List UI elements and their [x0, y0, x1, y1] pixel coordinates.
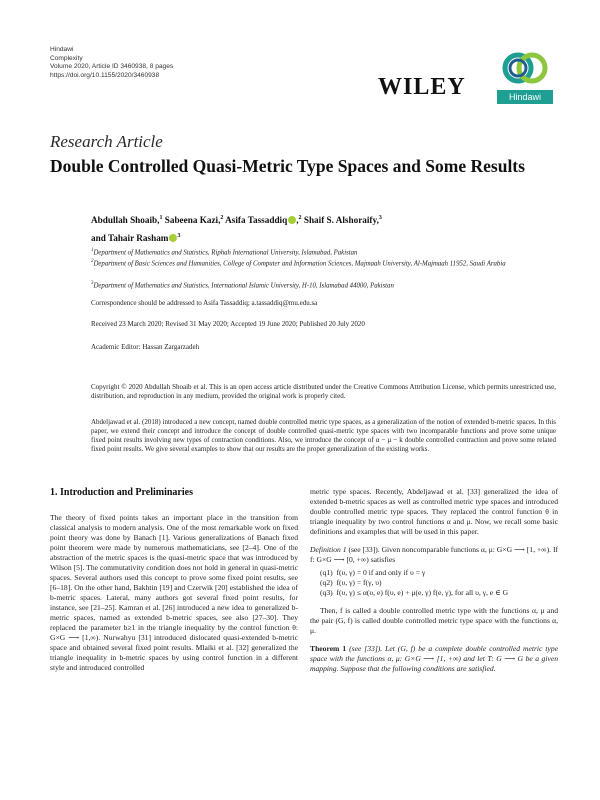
dates: Received 23 March 2020; Revised 31 May 2020; Accepted 19 June 2020; Published 20 July 2020: [91, 320, 365, 328]
condition-q1: (q1) f(υ, γ) = 0 if and only if υ = γ: [320, 568, 426, 577]
article-title: Double Controlled Quasi-Metric Type Spaces and Some Results: [50, 156, 525, 176]
wiley-logo: WILEY: [378, 74, 466, 100]
correspondence: Correspondence should be addressed to Asifa Tassaddiq; a.tassaddiq@mu.edu.sa: [91, 299, 318, 307]
condition-q3: (q3) f(υ, γ) ≤ α(υ, e) f(υ, e) + μ(e, γ) f(e, γ), for all υ, γ, e ∈ G: [320, 588, 509, 597]
right-column: [310, 487, 558, 674]
intro-paragraph: The theory of fixed points takes an important place in the transition from classical analysis to modern analysis. One of the most remarkable work on fixed point theory was done by Banach [1]. Various generalizations of Banach fixed point theorem were made by numerous mathematicians, see [2–4]. One of the abstraction of the metric spaces is the quasi-metric space that was introduced by Wilson [5]. The commutativity condition does not hold in general in quasi-metric spaces. Several authors used this concept to prove some fixed point results, see [6–18]. On the other hand, Bakhtin [19] and Czerwik [20] established the idea of b-metric spaces. Lateral, many authors got several fixed point results, for instance, see [21–25]. Kamran et al. [26] introduced a new idea to generalized b-metric spaces, named as extended b-metric spaces, see also [27–30]. They replaced the parameter b≥1 in the triangle inequality by the control function θ: G×G ⟶ [1,∞). Nurwahyu [31] introduced dislocated quasi-extended b-metric space and obtained several fixed point results. Mlaiki et al. [32] generalized the triangle inequality in b-metric spaces by using control function in a different style and introduced controlled: [50, 513, 298, 672]
theorem-1: [310, 644, 558, 674]
affiliation-2: $^2$Department of Basic Sciences and Humanities, College of Computer and Information Sciences, Majmaah University, Al-Majmaah 11952, Saudi Arabia: [91, 259, 506, 268]
article-type: Research Article: [50, 132, 163, 151]
intro-paragraph-continued: metric type spaces. Recently, Abdeljawad et al. [33] generalized the idea of extended b-metric spaces as well as controlled metric type spaces and introduced double controlled metric type spaces. They replaced the control function θ in triangle inequality by two control functions α and μ. Now, we recall some basic definitions and examples that will be used in this paper.: [310, 487, 558, 536]
author-1[interactable]: Abdullah Shoaib,$^1$: [91, 215, 163, 226]
hindawi-rings-icon: [497, 46, 553, 90]
publisher-line: Hindawi: [50, 46, 74, 53]
section-heading: 1. Introduction and Preliminaries: [50, 487, 193, 498]
hindawi-wordmark: Hindawi: [497, 90, 553, 104]
copyright-notice: Copyright © 2020 Abdullah Shoaib et al. This is an open access article distributed under the Creative Commons Attribution License, which permits unrestricted use, distribution, and reproduction in any medium, provided the original work is properly cited.: [91, 383, 556, 401]
theorem-label: Theorem 1: [310, 644, 347, 653]
definition-text: (see [33]). Given noncomparable functions α, μ: G×G ⟶ [1, +∞). If f: G×G ⟶ [0, +∞) satisfies: [310, 545, 558, 564]
journal-name: Complexity: [50, 54, 83, 62]
affiliation-3: $^3$Department of Mathematics and Statistics, International Islamic University, H-10, Islamabad 44000, Pakistan: [91, 281, 394, 290]
affiliation-1: $^1$Department of Mathematics and Statistics, Riphah International University, Islamabad, Pakistan: [91, 248, 358, 257]
orcid-icon[interactable]: [288, 216, 296, 224]
definition-conclusion: Then, f is called a double controlled metric type with the functions α, μ and the pair (G, f) is called double controlled metric type space with the functions α, μ.: [310, 606, 558, 635]
academic-editor: Academic Editor: Hassan Zargarzadeh: [91, 343, 200, 351]
author-5[interactable]: and Tahair Rasham $^3$: [91, 233, 181, 244]
author-2[interactable]: Sabeena Kazi,$^2$: [164, 215, 224, 226]
author-list: [91, 210, 561, 246]
definition-1: [310, 545, 558, 565]
author-3[interactable]: Asifa Tassaddiq ,$^2$: [225, 215, 302, 226]
journal-info: [50, 46, 173, 80]
definition-label: Definition 1: [310, 545, 347, 554]
doi-link[interactable]: https://doi.org/10.1155/2020/3460938: [50, 71, 160, 79]
volume-line: Volume 2020, Article ID 3460938, 8 pages: [50, 63, 174, 70]
hindawi-logo: [497, 46, 553, 104]
theorem-text: (see [33]). Let (G, f) be a complete double controlled metric type space with the functions α, μ: G×G ⟶ [1, +∞) and let T: G ⟶ G be a given mapping. Suppose that the following conditions are satisfied.: [310, 644, 558, 673]
author-4[interactable]: Shaif S. Alshoraify,$^3$: [303, 215, 382, 226]
condition-q2: (q2) f(υ, γ) = f(γ, υ): [320, 578, 382, 587]
condition-list: [310, 568, 558, 598]
left-column: [50, 513, 298, 673]
abstract: Abdeljawad et al. (2018) introduced a new concept, named double controlled metric type spaces, as a generalization of the notion of extended b-metric spaces. In this paper, we extend their concept and introduce the concept of double controlled quasi-metric type spaces with two incomparable functions and prove some unique fixed point results involving new types of contraction conditions. Also, we introduce the concept of α − μ − k double controlled contraction and prove some related fixed point results. We give several examples to show that our results are the proper generalization of the existing works.: [91, 418, 556, 454]
